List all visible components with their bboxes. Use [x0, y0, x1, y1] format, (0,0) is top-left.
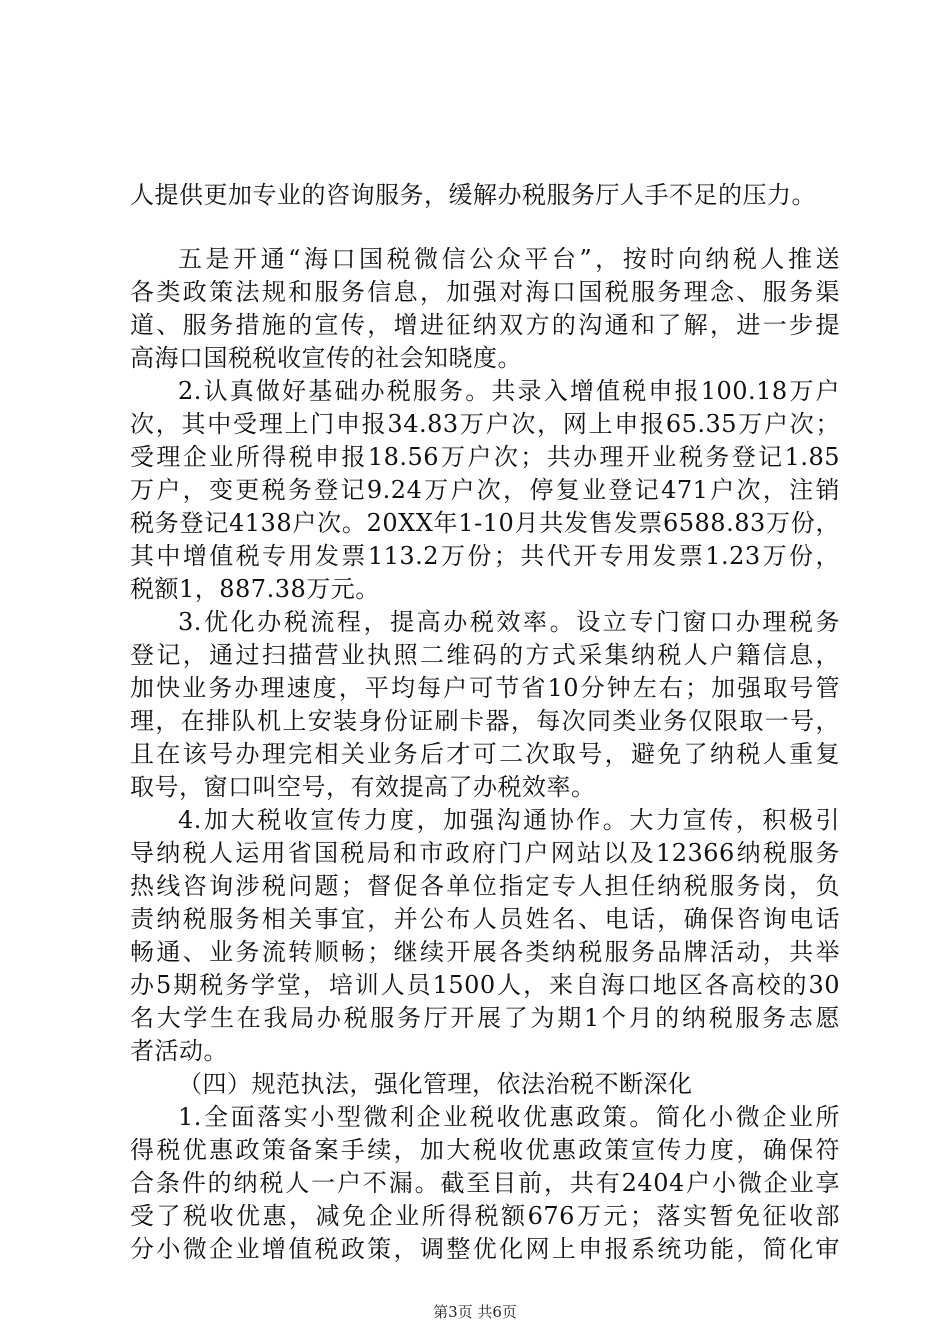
- paragraph-line: 各类政策法规和服务信息，加强对海口国税服务理念、服务渠: [130, 278, 840, 306]
- paragraph-line: 热线咨询涉税问题；督促各单位指定专人担任纳税服务岗，负: [130, 872, 840, 900]
- paragraph-line: 分小微企业增值税政策，调整优化网上申报系统功能，简化审: [130, 1235, 840, 1263]
- section-heading: （四）规范执法，强化管理，依法治税不断深化: [178, 1070, 693, 1098]
- paragraph-line: 税务登记4138户次。20XX年1-10月共发售发票6588.83万份，: [130, 509, 840, 537]
- paragraph-line: 责纳税服务相关事宜，并公布人员姓名、电话，确保咨询电话: [130, 905, 840, 933]
- paragraph-line: 名大学生在我局办税服务厅开展了为期1个月的纳税服务志愿: [130, 1004, 840, 1032]
- paragraph-line: 理，在排队机上安装身份证刷卡器，每次同类业务仅限取一号，: [130, 707, 840, 735]
- page-footer: 第3页 共6页: [433, 1303, 517, 1321]
- paragraph-line: 受了税收优惠，减免企业所得税额676万元；落实暂免征收部: [130, 1202, 840, 1230]
- paragraph-line: 导纳税人运用省国税局和市政府门户网站以及12366纳税服务: [130, 839, 840, 867]
- paragraph-line: 加快业务办理速度，平均每户可节省10分钟左右；加强取号管: [130, 674, 840, 702]
- paragraph-line: 2.认真做好基础办税服务。共录入增值税申报100.18万户: [178, 377, 840, 405]
- paragraph-line: 登记，通过扫描营业执照二维码的方式采集纳税人户籍信息，: [130, 641, 840, 669]
- paragraph-line: 次，其中受理上门申报34.83万户次，网上申报65.35万户次；: [130, 410, 840, 438]
- paragraph-line: 受理企业所得税申报18.56万户次；共办理开业税务登记1.85: [130, 443, 840, 471]
- paragraph-line: 万户，变更税务登记9.24万户次，停复业登记471户次，注销: [130, 476, 840, 504]
- paragraph-line: 取号，窗口叫空号，有效提高了办税效率。: [130, 773, 596, 801]
- paragraph-line: 税额1，887.38万元。: [130, 575, 380, 603]
- paragraph-line: 且在该号办理完相关业务后才可二次取号，避免了纳税人重复: [130, 740, 840, 768]
- paragraph-line: 3.优化办税流程，提高办税效率。设立专门窗口办理税务: [178, 608, 840, 636]
- paragraph-line: 道、服务措施的宣传，增进征纳双方的沟通和了解，进一步提: [130, 311, 840, 339]
- paragraph-line: 得税优惠政策备案手续，加大税收优惠政策宣传力度，确保符: [130, 1136, 840, 1164]
- paragraph-line: 畅通、业务流转顺畅；继续开展各类纳税服务品牌活动，共举: [130, 938, 840, 966]
- paragraph-line: 4.加大税收宣传力度，加强沟通协作。大力宣传，积极引: [178, 806, 840, 834]
- paragraph-line: 办5期税务学堂，培训人员1500人，来自海口地区各高校的30: [130, 971, 840, 999]
- paragraph-line: 人提供更加专业的咨询服务，缓解办税服务厅人手不足的压力。: [130, 181, 816, 209]
- paragraph-line: 合条件的纳税人一户不漏。截至目前，共有2404户小微企业享: [130, 1169, 840, 1197]
- paragraph-line: 1.全面落实小型微利企业税收优惠政策。简化小微企业所: [178, 1103, 840, 1131]
- paragraph-line: 其中增值税专用发票113.2万份；共代开专用发票1.23万份，: [130, 542, 840, 570]
- paragraph-line: 者活动。: [130, 1037, 228, 1065]
- paragraph-line: 五是开通“海口国税微信公众平台”，按时向纳税人推送: [178, 245, 840, 273]
- paragraph-line: 高海口国税税收宣传的社会知晓度。: [130, 344, 522, 372]
